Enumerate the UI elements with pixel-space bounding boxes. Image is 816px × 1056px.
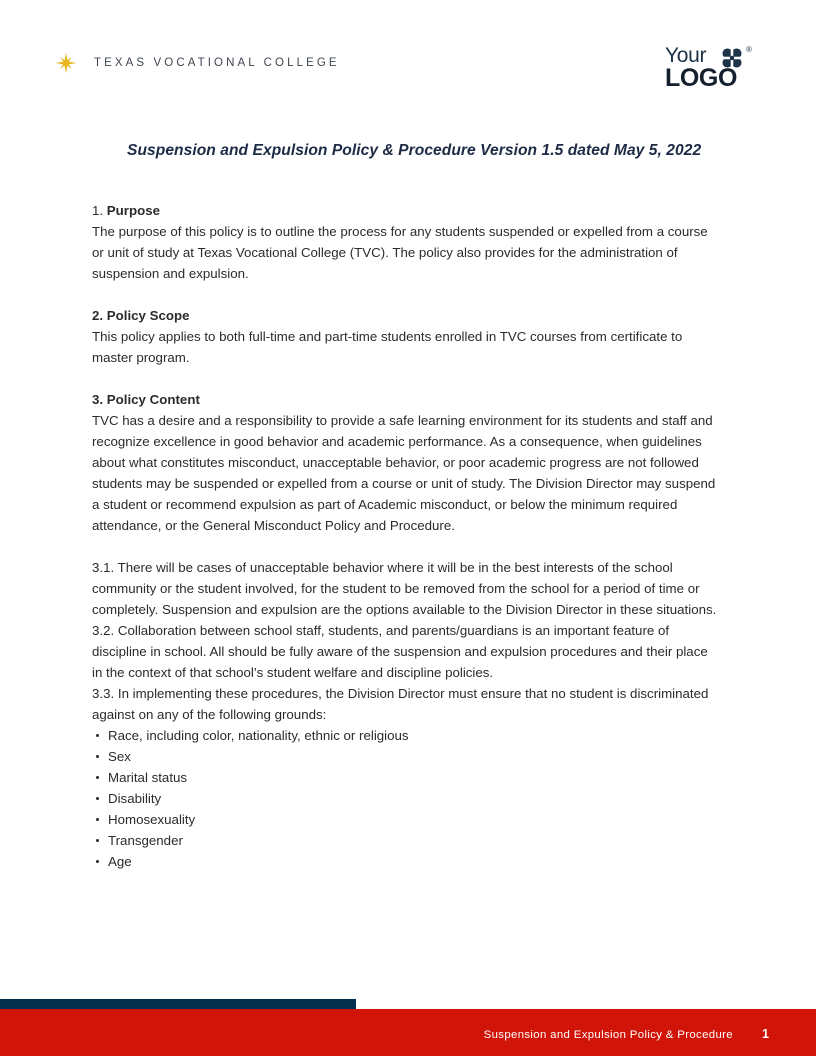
list-item <box>92 788 720 809</box>
list-item-label: Disability <box>108 791 162 806</box>
spacer <box>92 536 720 557</box>
bullet-dot-icon <box>96 818 99 821</box>
section-3-1-body: 3.1. There will be cases of unacceptable behavior where it will be in the best interests of the school community or the student involved, for the student to be removed from the school for a period of time or completely. Suspension and expulsion are the options available to the Division Director in these situations. <box>92 560 717 617</box>
section-1-number: 1. <box>92 203 104 218</box>
list-item <box>92 830 720 851</box>
footer <box>484 1027 769 1041</box>
star-sparkle-icon <box>55 52 77 74</box>
section-3-2-body: 3.2. Collaboration between school staff, students, and parents/guardians is an important feature of discipline in school. All should be fully aware of the suspension and expulsion procedures and their place in the context of that school’s student welfare and discipline policies. <box>92 623 708 680</box>
bullet-dot-icon <box>96 776 99 779</box>
registered-mark-icon: ® <box>746 45 752 54</box>
list-item <box>92 809 720 830</box>
section-2-body: This policy applies to both full-time and part-time students enrolled in TVC courses from certificate to master program. <box>92 329 683 365</box>
logo-text-logo: LOGO <box>665 64 738 92</box>
page-title: Suspension and Expulsion Policy & Procedure Version 1.5 dated May 5, 2022 <box>127 142 702 159</box>
list-item <box>92 746 720 767</box>
list-item-label: Transgender <box>108 833 183 848</box>
bullet-dot-icon <box>96 734 99 737</box>
footer-document-title: Suspension and Expulsion Policy & Procedure <box>483 1029 733 1041</box>
section-3-body: TVC has a desire and a responsibility to provide a safe learning environment for its students and staff and recognize excellence in good behavior and academic performance. As a consequence, when guidelines about what constitutes misconduct, unacceptable behavior, or poor academic progress are not followed students may be suspended or expelled from a course or unit of study. The Division Director may suspend a student or recommend expulsion as part of Academic misconduct, or below the minimum required attendance, or the General Misconduct Policy and Procedure. <box>92 413 716 533</box>
brand-block <box>55 52 340 74</box>
brand-name: TEXAS VOCATIONAL COLLEGE <box>94 57 340 69</box>
section-3-heading: 3. Policy Content <box>92 392 200 407</box>
spacer <box>92 368 720 389</box>
discrimination-grounds-list <box>92 725 720 872</box>
list-item <box>92 767 720 788</box>
list-item-label: Age <box>108 854 132 869</box>
logo-text-your: Your <box>665 44 707 67</box>
list-item-label: Sex <box>108 749 131 764</box>
section-2-heading: 2. Policy Scope <box>92 308 190 323</box>
bullet-dot-icon <box>96 797 99 800</box>
list-item <box>92 851 720 872</box>
spacer <box>92 284 720 305</box>
bullet-dot-icon <box>96 755 99 758</box>
document-body <box>92 200 720 872</box>
company-logo <box>665 44 769 92</box>
document-header <box>0 44 816 104</box>
section-1-title: Purpose <box>106 203 160 218</box>
list-item <box>92 725 720 746</box>
bullet-dot-icon <box>96 839 99 842</box>
footer-page-number: 1 <box>761 1027 769 1041</box>
section-3-3-body: 3.3. In implementing these procedures, the Division Director must ensure that no student is discriminated against on any of the following grounds: <box>92 686 709 722</box>
list-item-label: Race, including color, nationality, ethnic or religious <box>108 728 409 743</box>
list-item-label: Marital status <box>108 770 188 785</box>
list-item-label: Homosexuality <box>108 812 196 827</box>
section-1-body: The purpose of this policy is to outline the process for any students suspended or expelled from a course or unit of study at Texas Vocational College (TVC). The policy also provides for the administration of suspension and expulsion. <box>92 224 708 281</box>
bullet-dot-icon <box>96 860 99 863</box>
section-1-heading <box>92 200 720 221</box>
